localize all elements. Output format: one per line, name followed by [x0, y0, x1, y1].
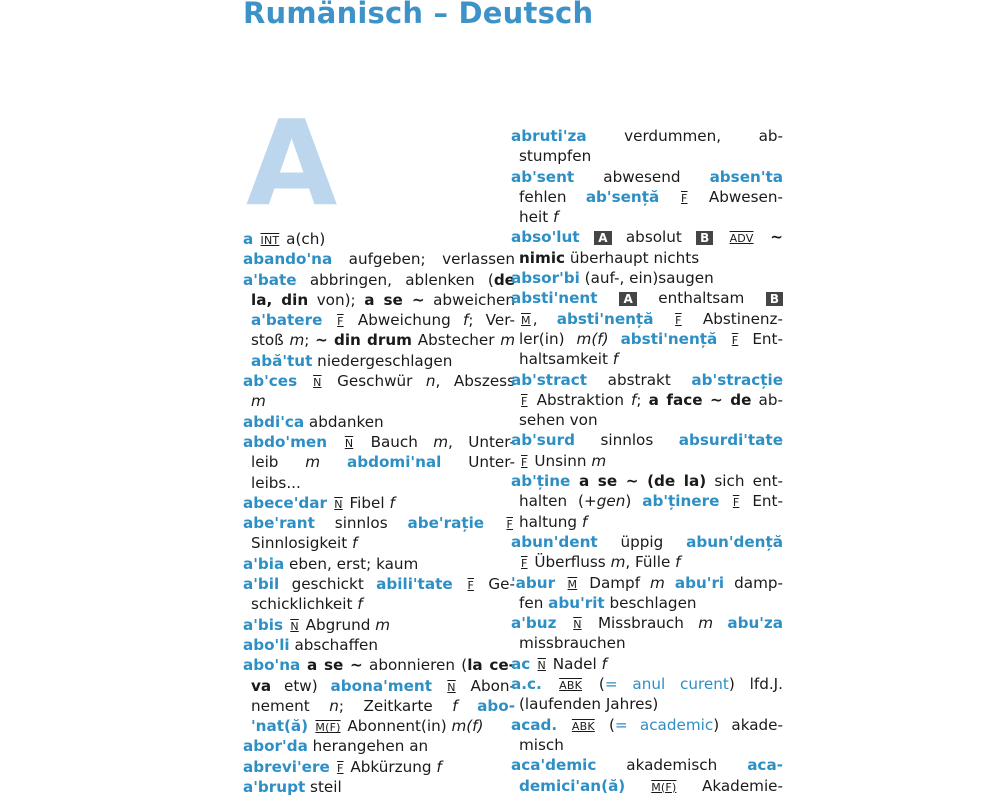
definition-text: Missbrauch: [583, 614, 699, 633]
grammar-label: F: [681, 191, 688, 205]
sense-marker: A: [619, 292, 636, 306]
definition-text: Abgrund: [300, 615, 376, 634]
dictionary-line: [511, 187, 783, 207]
dictionary-line: [511, 227, 783, 247]
definition-text: verdummen, ab-: [586, 127, 783, 145]
dictionary-line: [243, 615, 515, 635]
definition-text: Überfluss: [529, 553, 611, 572]
definition-text: ) lfd.J.: [728, 675, 783, 694]
headword: a'bil: [243, 575, 280, 594]
dictionary-line: [511, 146, 783, 166]
definition-text: ler(in): [519, 329, 577, 348]
headword: aca'demic: [511, 756, 597, 775]
dictionary-line: [511, 167, 783, 187]
definition-text: (: [596, 715, 615, 734]
headword: abrevi'ere: [243, 757, 336, 776]
headword: ab'ces: [243, 372, 312, 391]
definition-text: geschickt: [279, 575, 377, 594]
grammar-italic: f: [462, 311, 469, 330]
headword: abu'ri: [674, 573, 725, 592]
dictionary-line: [511, 471, 783, 491]
headword: abe'rant: [243, 514, 315, 533]
sense-marker: B: [766, 292, 783, 306]
headword: abu'za: [727, 614, 783, 633]
dictionary-line: [243, 513, 515, 533]
section-letter: A: [246, 94, 338, 232]
grammar-label: M: [521, 313, 531, 327]
definition-text: üppig: [597, 532, 687, 551]
dictionary-line: [511, 674, 783, 694]
definition-text: beschlagen: [604, 593, 697, 612]
definition-text: Abwesen-: [689, 187, 783, 206]
definition-text: Abstinenz-: [683, 309, 784, 328]
entries-column-left: [243, 229, 515, 797]
definition-text: (auf-, ein)saugen: [579, 269, 714, 288]
grammar-italic: m: [591, 451, 607, 470]
definition-text: abwesend: [574, 167, 710, 186]
definition-text: [713, 228, 727, 246]
dictionary-line: [243, 412, 515, 432]
definition-text: Bauch: [355, 432, 434, 451]
bold-phrase: a se ~ (de la): [570, 472, 707, 491]
headword: ab'surd: [511, 431, 575, 450]
grammar-italic: m: [289, 331, 305, 350]
grammar-label: ABK: [559, 679, 583, 693]
definition-text: abschaffen: [289, 635, 379, 654]
definition-text: niedergeschlagen: [312, 351, 453, 370]
headword: abor'da: [243, 737, 308, 756]
dictionary-line: [243, 351, 515, 371]
definition-text: fehlen: [519, 187, 586, 206]
dictionary-line: [511, 593, 783, 613]
headword: a'bis: [243, 615, 289, 634]
definition-text: sehen von: [519, 411, 598, 430]
dictionary-line: [243, 493, 515, 513]
headword: abili'tate: [376, 575, 466, 594]
dictionary-line: [243, 270, 515, 290]
dictionary-line: [511, 430, 783, 450]
definition-text: Abweichung: [345, 311, 463, 330]
headword: a'bia: [243, 554, 285, 573]
dictionary-line: [511, 573, 783, 593]
headword: absti'nent: [511, 289, 620, 308]
dictionary-line: [511, 654, 783, 674]
definition-text: Unsinn: [529, 451, 592, 470]
dictionary-line: [511, 613, 783, 633]
definition-text: ab-: [751, 390, 783, 409]
headword: abdi'ca: [243, 412, 305, 431]
dictionary-line: [511, 268, 783, 288]
definition-text: Unter-: [441, 453, 516, 472]
bold-phrase: de: [493, 270, 515, 289]
grammar-label: F: [506, 518, 513, 532]
dictionary-line: [243, 554, 515, 574]
dictionary-line: [511, 491, 783, 511]
dictionary-line: [243, 716, 515, 736]
headword: abona'ment: [330, 676, 446, 695]
dictionary-line: [511, 349, 783, 369]
bold-phrase: ~: [755, 228, 783, 247]
definition-text: Ent-: [740, 329, 783, 348]
grammar-italic: m: [251, 392, 266, 411]
grammar-italic: +gen: [583, 492, 626, 511]
definition-text: ): [625, 492, 643, 511]
headword: ab'stract: [511, 370, 588, 389]
dictionary-line: [511, 410, 783, 430]
definition-text: missbrauchen: [519, 634, 626, 653]
definition-text: eben, erst; kaum: [284, 554, 419, 573]
dictionary-line: [243, 676, 515, 696]
dictionary-line: [243, 635, 515, 655]
definition-text: überhaupt nichts: [565, 248, 700, 267]
expansion-text: = anul curent: [604, 675, 729, 694]
grammar-label: F: [337, 761, 344, 775]
definition-text: halten (: [519, 492, 584, 511]
definition-text: haltsamkeit: [519, 350, 613, 369]
headword: abă'tut: [251, 351, 313, 370]
dictionary-line: [243, 757, 515, 777]
grammar-label: ABK: [571, 719, 595, 733]
definition-text: sinnlos: [574, 431, 679, 450]
grammar-label: N: [573, 618, 582, 632]
definition-text: von);: [308, 290, 365, 309]
definition-text: abbringen, ablenken (: [296, 270, 494, 289]
grammar-label: F: [337, 315, 344, 329]
headword: acad.: [511, 715, 570, 734]
grammar-italic: f: [352, 534, 358, 553]
headword: absor'bi: [511, 269, 580, 288]
definition-text: Ge-: [476, 575, 515, 594]
headword: ab'sent: [511, 167, 575, 186]
definition-text: Abstraktion: [529, 390, 632, 409]
definition-text: [320, 453, 347, 471]
headword: abo'li: [243, 635, 290, 654]
expansion-text: = academic: [614, 715, 714, 734]
dictionary-line: [511, 633, 783, 653]
definition-text: sich ent-: [706, 472, 784, 491]
grammar-italic: f: [436, 757, 442, 776]
grammar-label: F: [521, 394, 528, 408]
bold-phrase: la ce-: [467, 656, 515, 675]
headword: abruti'za: [511, 127, 587, 145]
definition-text: abdanken: [304, 412, 384, 431]
grammar-italic: n: [425, 372, 436, 391]
grammar-label: ADV: [729, 232, 754, 246]
definition-text: akademisch: [596, 756, 748, 775]
headword: a'bate: [243, 270, 297, 289]
definition-text: heit: [519, 208, 553, 227]
grammar-italic: m: [650, 573, 665, 592]
definition-text: etw): [271, 676, 331, 695]
grammar-label: N: [447, 680, 456, 694]
definition-text: Sinnlosigkeit: [251, 534, 352, 553]
definition-text: abweichen: [424, 290, 515, 309]
grammar-label: M(F): [651, 780, 677, 794]
grammar-italic: f: [581, 512, 588, 531]
dictionary-line: [243, 391, 515, 411]
definition-text: Akademie-: [678, 776, 783, 795]
grammar-italic: m: [433, 432, 449, 451]
definition-text: sinnlos: [314, 514, 408, 533]
grammar-label: N: [344, 436, 354, 450]
definition-text: aufgeben; verlassen: [332, 250, 515, 269]
headword: a'buz: [511, 614, 572, 633]
headword: ab'stracție: [691, 370, 783, 389]
definition-text: [458, 697, 478, 715]
dictionary-line: [243, 290, 515, 310]
bold-phrase: a se ~: [364, 290, 425, 309]
headword: demici'an(ă): [519, 776, 650, 795]
definition-text: enthaltsam: [636, 289, 766, 308]
definition-text: fen: [519, 593, 549, 612]
bold-phrase: va: [251, 676, 272, 695]
grammar-italic: m: [698, 614, 714, 633]
headword: abso'lut: [511, 228, 595, 247]
headword: abe'rație: [407, 514, 505, 533]
grammar-italic: n: [329, 696, 339, 715]
definition-text: ) akade-: [713, 715, 783, 734]
grammar-label: N: [290, 619, 299, 633]
definition-text: absolut: [611, 228, 697, 247]
definition-text: , Fülle: [625, 553, 676, 572]
dictionary-line: [511, 248, 783, 268]
headword: ab'sență: [585, 187, 679, 206]
grammar-label: F: [731, 333, 739, 347]
dictionary-line: [511, 370, 783, 390]
dictionary-line: [243, 330, 515, 350]
definition-text: Nadel: [547, 654, 602, 673]
bold-phrase: la, din: [251, 290, 309, 309]
dictionary-line: [243, 249, 515, 269]
definition-text: misch: [519, 735, 564, 754]
bold-phrase: nimic: [519, 248, 566, 267]
headword: absen'ta: [709, 167, 783, 186]
dictionary-line: [243, 594, 515, 614]
grammar-italic: m: [500, 331, 515, 350]
grammar-italic: m(f): [451, 717, 484, 736]
definition-text: Abkürzung: [345, 757, 437, 776]
dictionary-line: [511, 329, 783, 349]
dictionary-line: [511, 126, 783, 146]
dictionary-line: [511, 309, 783, 329]
definition-text: Fibel: [344, 493, 390, 512]
headword: a'brupt: [243, 778, 306, 797]
headword: aca-: [747, 756, 783, 775]
grammar-label: INT: [260, 234, 280, 247]
dictionary-line: [511, 715, 783, 735]
definition-text: , Unter-: [448, 432, 515, 451]
definition-text: (: [584, 675, 605, 694]
grammar-italic: f: [612, 350, 619, 369]
headword: 'nat(ă): [251, 717, 314, 736]
dictionary-line: [511, 532, 783, 552]
dictionary-line: [511, 390, 783, 410]
headword: abece'dar: [243, 493, 333, 512]
definition-text: ; Zeitkarte: [338, 696, 453, 715]
headword: a'batere: [251, 311, 336, 330]
grammar-label: M(F): [315, 721, 341, 735]
headword: absurdi'tate: [678, 431, 783, 450]
definition-text: Dampf: [579, 573, 651, 592]
definition-text: schicklichkeit: [251, 595, 358, 614]
definition-text: ; Ver-: [468, 311, 515, 330]
definition-text: herangehen an: [307, 737, 429, 756]
definition-text: Geschwür: [323, 372, 426, 391]
definition-text: leibs...: [251, 473, 301, 492]
definition-text: Abon-: [457, 676, 515, 695]
headword: abo'na: [243, 656, 301, 675]
grammar-italic: f: [601, 654, 607, 673]
definition-text: [609, 330, 621, 348]
grammar-italic: f: [357, 595, 363, 614]
definition-text: stumpfen: [519, 147, 592, 166]
dictionary-line: [511, 451, 783, 471]
headword: ac: [511, 654, 536, 673]
definition-text: ,: [532, 309, 557, 328]
bold-phrase: a face ~ de: [648, 390, 752, 409]
grammar-label: N: [313, 376, 322, 390]
headword: a: [243, 230, 259, 248]
bold-phrase: ~ din drum: [315, 331, 412, 350]
grammar-italic: m(f): [576, 329, 609, 348]
grammar-label: F: [521, 455, 528, 469]
grammar-italic: m: [375, 615, 391, 634]
dictionary-line: [511, 288, 783, 308]
grammar-label: F: [732, 496, 740, 510]
definition-text: ;: [636, 390, 649, 409]
dictionary-line: [511, 512, 783, 532]
dictionary-line: [511, 776, 783, 796]
definition-text: [713, 614, 727, 632]
definition-text: , Abszess: [435, 372, 515, 391]
dictionary-line: [243, 655, 515, 675]
grammar-italic: f: [452, 696, 458, 715]
dictionary-line: [243, 371, 515, 391]
grammar-italic: f: [631, 390, 637, 409]
dictionary-line: [511, 735, 783, 755]
headword: absti'nență: [556, 309, 674, 328]
definition-text: nement: [251, 696, 330, 715]
grammar-label: F: [675, 313, 682, 327]
grammar-label: F: [521, 557, 528, 571]
headword: abu'rit: [548, 593, 605, 612]
headword: abando'na: [243, 250, 333, 269]
definition-text: leib: [251, 453, 306, 472]
headword: ab'ținere: [642, 492, 731, 511]
bold-phrase: a se ~: [300, 656, 363, 675]
headword: a.c.: [511, 675, 558, 694]
dictionary-line: [243, 696, 515, 716]
headword: ab'ține: [511, 472, 571, 491]
definition-text: steil: [305, 778, 342, 797]
definition-text: Ent-: [741, 492, 783, 511]
dictionary-line: [243, 310, 515, 330]
definition-text: (laufenden Jahres): [519, 695, 659, 714]
definition-text: [665, 574, 675, 592]
definition-text: abonnieren (: [362, 656, 468, 675]
dictionary-line: [243, 229, 515, 249]
entries-column-right: [511, 126, 783, 796]
grammar-label: N: [334, 497, 343, 511]
headword: abo-: [477, 696, 516, 715]
dictionary-line: [511, 552, 783, 572]
grammar-italic: m: [610, 553, 626, 572]
grammar-label: N: [537, 658, 546, 672]
dictionary-line: [243, 432, 515, 452]
sense-marker: A: [594, 231, 611, 245]
grammar-italic: f: [675, 553, 681, 572]
headword: abun'dent: [511, 532, 598, 551]
grammar-italic: f: [552, 208, 559, 227]
headword: abdo'men: [243, 432, 343, 451]
headword: abdomi'nal: [346, 453, 442, 472]
dictionary-line: [511, 694, 783, 714]
definition-text: damp-: [724, 573, 784, 592]
dictionary-line: [243, 574, 515, 594]
definition-text: Abstecher: [412, 331, 501, 350]
dictionary-line: [243, 777, 515, 797]
definition-text: a(ch): [281, 230, 326, 248]
headword: absti'nență: [620, 329, 730, 348]
dictionary-line: [511, 755, 783, 775]
grammar-label: F: [467, 579, 475, 593]
definition-text: haltung: [519, 512, 582, 531]
definition-text: ;: [304, 331, 316, 350]
grammar-italic: f: [389, 493, 395, 512]
dictionary-line: [511, 207, 783, 227]
dictionary-line: [243, 452, 515, 472]
definition-text: abstrakt: [587, 370, 692, 389]
grammar-italic: m: [305, 453, 321, 472]
definition-text: stoß: [251, 331, 290, 350]
definition-text: Abonnent(in): [342, 717, 452, 736]
dictionary-line: [243, 473, 515, 493]
sense-marker: B: [696, 231, 713, 245]
dictionary-line: [243, 533, 515, 553]
headword: abun'dență: [686, 532, 783, 551]
dictionary-line: [243, 736, 515, 756]
headword: 'abur: [511, 573, 566, 592]
grammar-label: M: [567, 577, 578, 591]
page-title: Rumänisch – Deutsch: [243, 0, 594, 30]
